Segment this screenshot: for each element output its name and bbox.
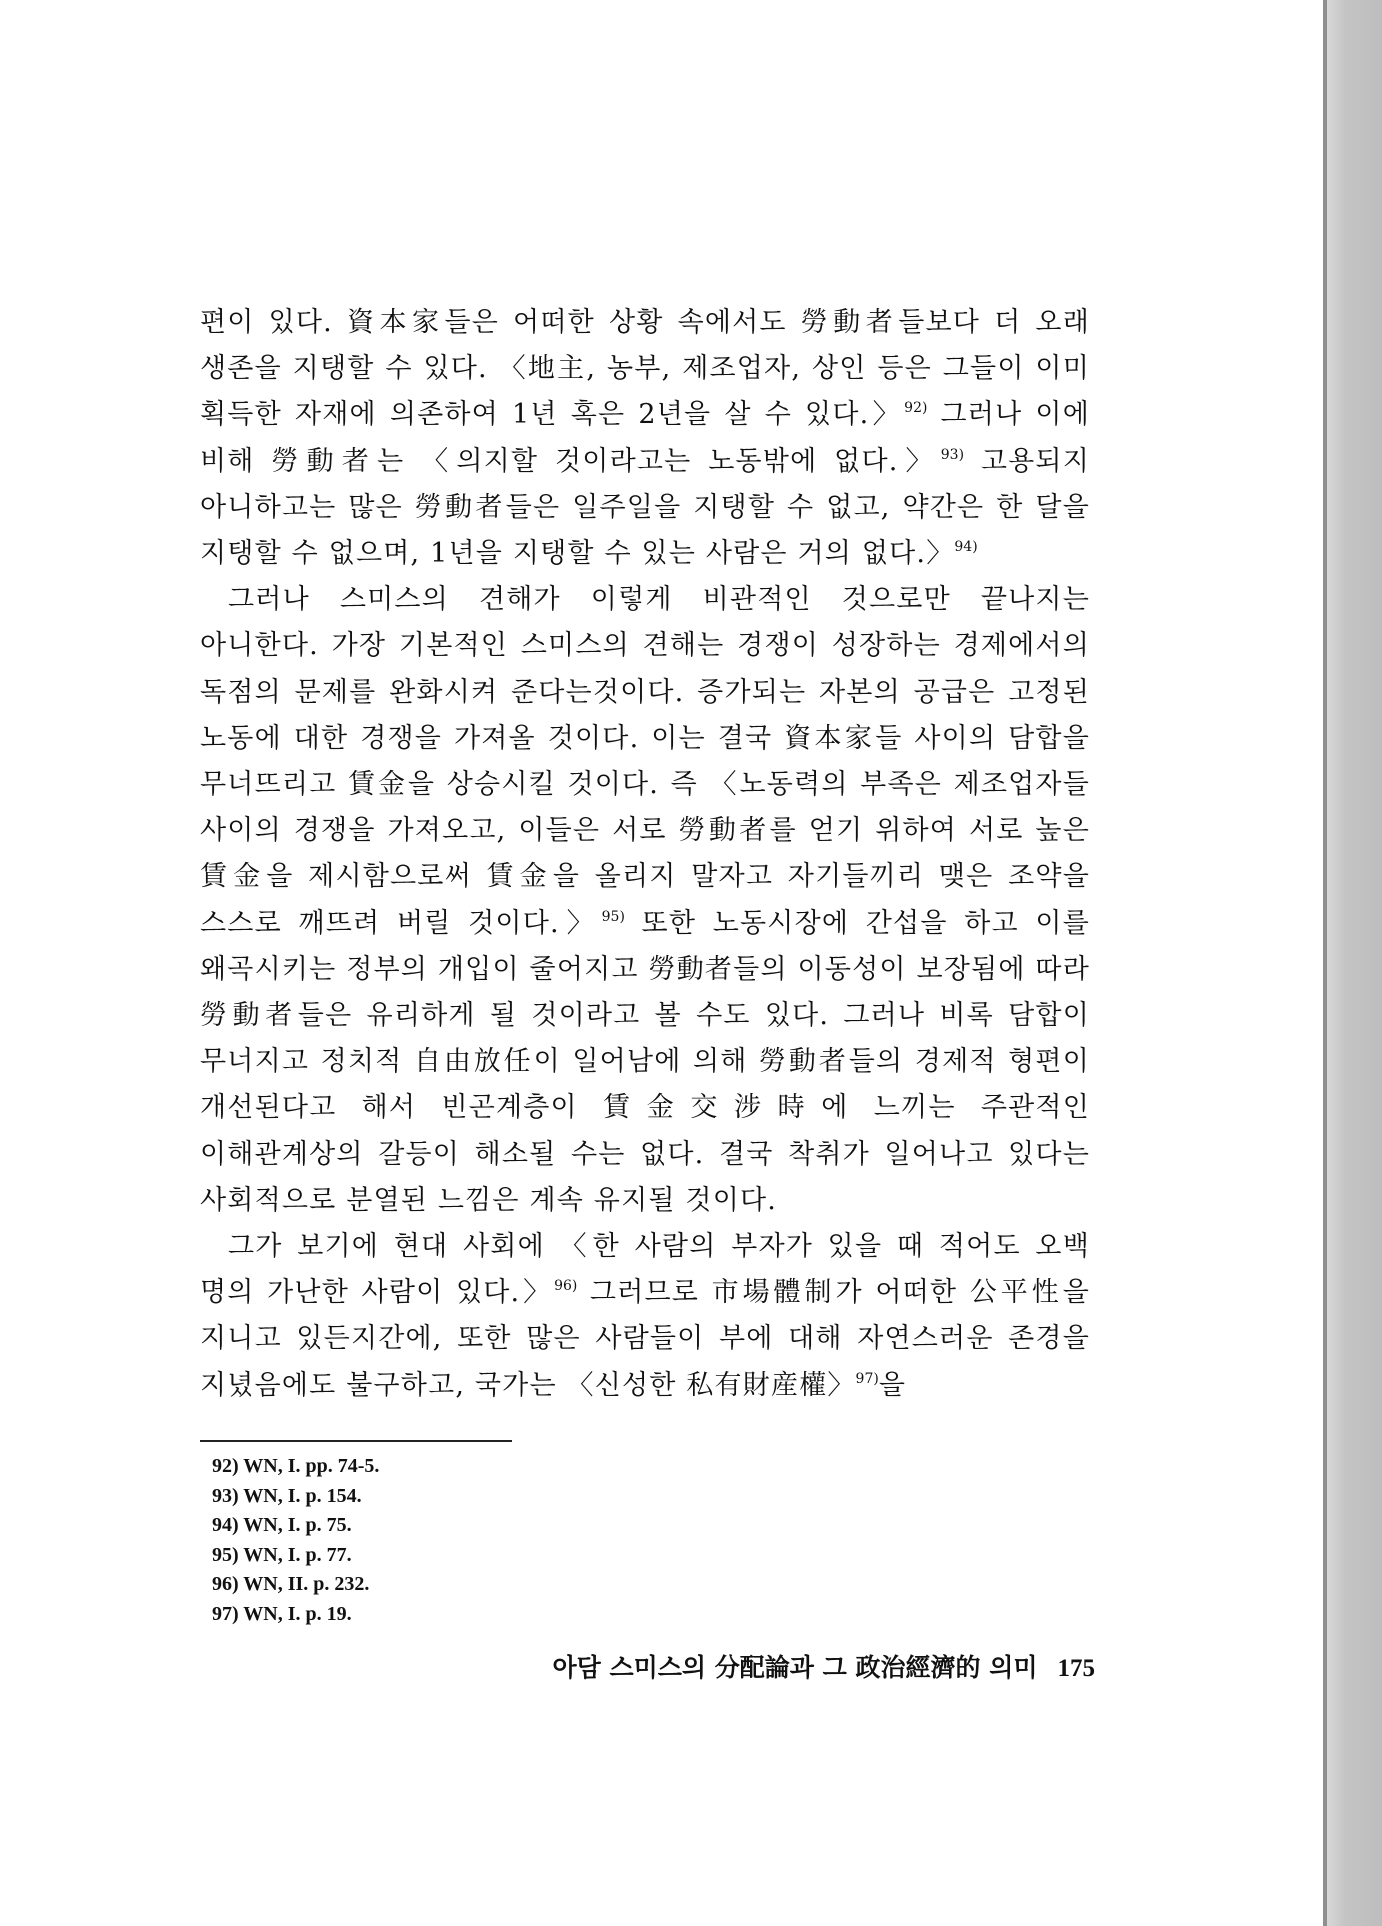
page-footer <box>475 1648 1095 1684</box>
page-edge-line <box>1323 0 1327 1926</box>
page-edge-shadow <box>1326 0 1382 1926</box>
footnote: 93) WN, I. p. 154. <box>212 1484 362 1507</box>
paragraph <box>200 300 1090 577</box>
paragraph <box>200 577 1090 1224</box>
paragraph <box>200 1224 1090 1409</box>
footnote-ref: 95) <box>601 908 625 925</box>
text-run: 그러므로 市場體制가 어떠한 公平性을 지니고 있든지간에, 또한 많은 사람들이 부에 대해 자연스러운 존경을 지녔음에도 불구하고, 국가는 〈신성한 私有財産權〉 <box>200 1277 1090 1401</box>
footnote-ref: 92) <box>904 400 928 417</box>
footnote-ref: 97) <box>855 1370 879 1387</box>
footnote: 96) WN, II. p. 232. <box>212 1573 370 1595</box>
footnote: 94) WN, I. p. 75. <box>212 1514 352 1536</box>
text-run: 그러나 이에 비해 勞動者는 〈의지할 것이라고는 노동밖에 없다.〉 <box>200 399 1090 477</box>
text-run: 그가 보기에 현대 사회에 〈한 사람의 부자가 있을 때 적어도 오백 명의 가난한 사람이 있다.〉 <box>200 1231 1090 1309</box>
footnotes <box>200 1440 800 1629</box>
text-run: 편이 있다. 資本家들은 어떠한 상황 속에서도 勞動者들보다 더 오래 생존을 지탱할 수 있다. 〈地主, 농부, 제조업자, 상인 등은 그들이 이미 획득한 자재에 의존하여 1년 혹은 2년을 살 수 있다.〉 <box>200 307 1090 431</box>
footnote: 97) WN, I. p. 19. <box>212 1602 352 1625</box>
footnote-ref: 93) <box>940 446 965 463</box>
footnote: 95) WN, I. p. 77. <box>212 1543 352 1566</box>
text-run: 을 <box>878 1369 907 1401</box>
body-text <box>200 300 1090 1409</box>
text-run: 고용되지 아니하고는 많은 勞動者들은 일주일을 지탱할 수 없고, 약간은 한 달을 지탱할 수 없으며, 1년을 지탱할 수 있는 사람은 거의 없다.〉 <box>200 445 1090 570</box>
footnote-ref: 96) <box>554 1278 578 1295</box>
running-title: 아담 스미스의 分配論과 그 政治經濟的 의미 <box>552 1653 1038 1682</box>
text-run: 그러나 스미스의 견해가 이렇게 비관적인 것으로만 끝나지는 아니한다. 가장 기본적인 스미스의 견해는 경쟁이 성장하는 경제에서의 독점의 문제를 완화시켜 준다는것이다. 증가되는 자본의 공급은 고정된 노동에 대한 경쟁을 가져올 것이다. 이는 결국 資本家들 사이의 담합을 무너뜨리고 賃金을 상승시킬 것이다. 즉 〈노동력의 부족은 제조업자들 사이의 경쟁을 가져오고, 이들은 서로 勞動者를 얻기 위하여 서로 높은 賃金을 제시함으로써 賃金을 올리지 말자고 자기들끼리 맺은 조약을 스스로 깨뜨려 버릴 것이다.〉 <box>200 584 1090 939</box>
footnote: 92) WN, I. pp. 74-5. <box>212 1455 380 1477</box>
footnote-rule <box>200 1440 512 1442</box>
text-run: 또한 노동시장에 간섭을 하고 이를 왜곡시키는 정부의 개입이 줄어지고 勞動者들의 이동성이 보장됨에 따라 勞動者들은 유리하게 될 것이라고 볼 수도 있다. 그러나 비록 담합이 무너지고 정치적 自由放任이 일어남에 의해 勞動者들의 경제적 형편이 개선된다고 해서 빈곤계층이 賃金交涉時에 느끼는 주관적인 이해관계상의 갈등이 해소될 수는 없다. 결국 착취가 일어나고 있다는 사회적으로 분열된 느낌은 계속 유지될 것이다. <box>200 907 1090 1216</box>
page-number: 175 <box>1057 1655 1095 1682</box>
footnote-ref: 94) <box>954 539 978 556</box>
